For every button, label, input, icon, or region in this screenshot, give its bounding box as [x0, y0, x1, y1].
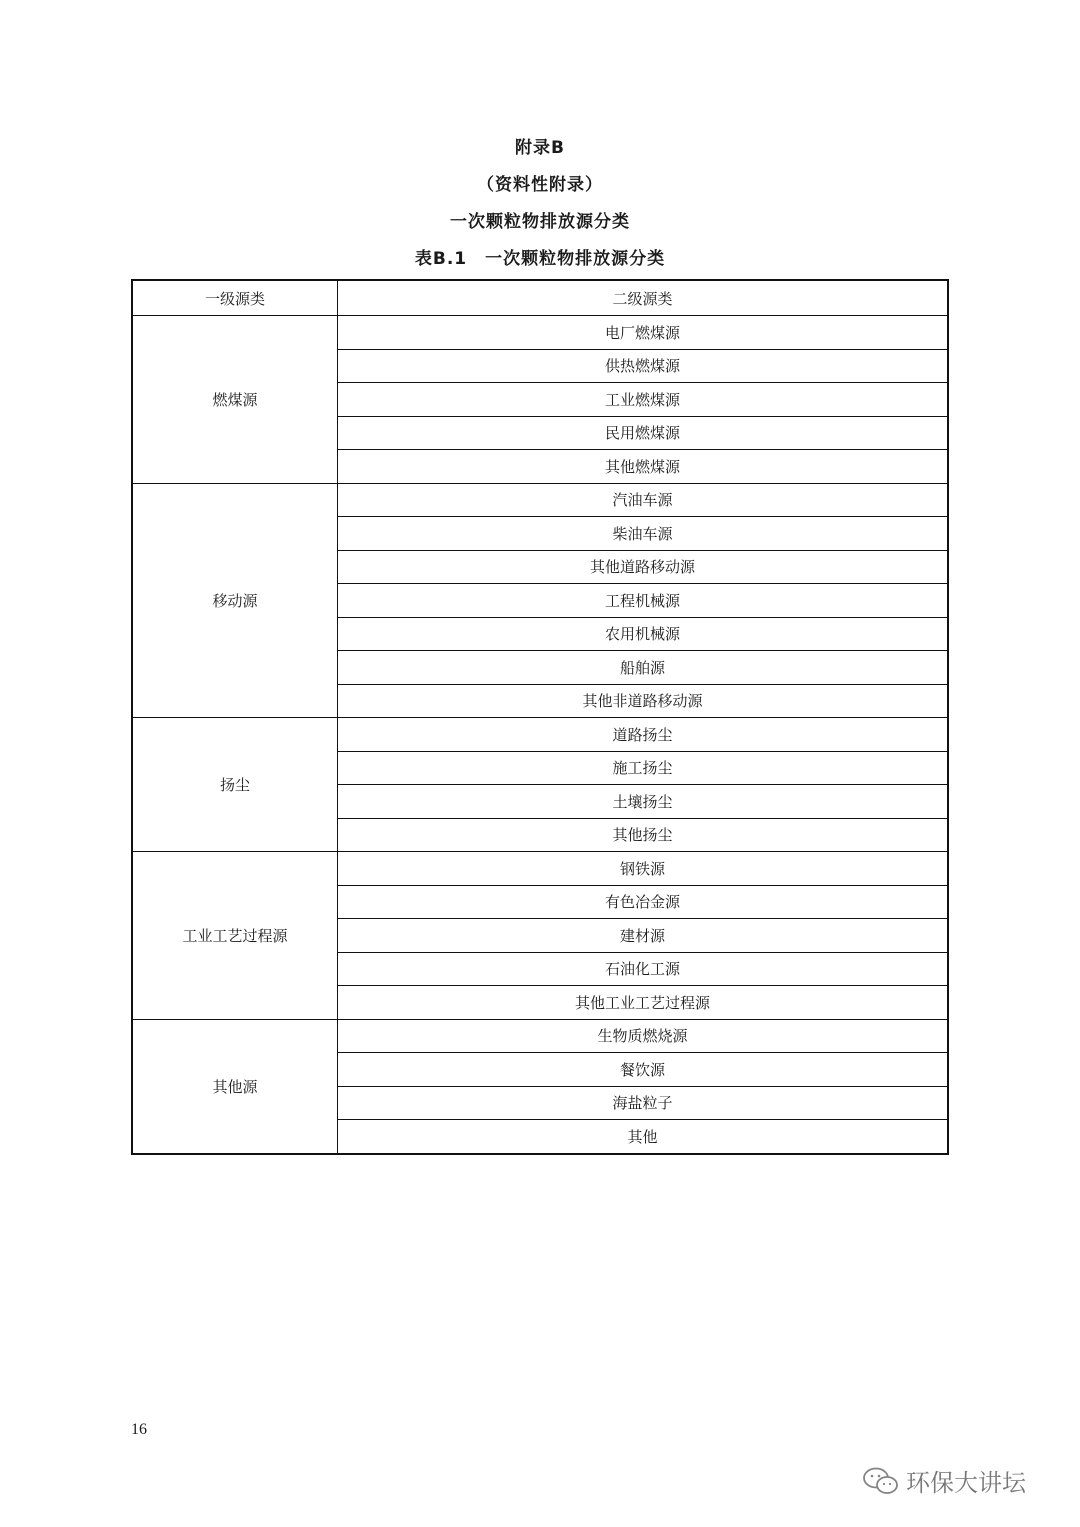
header-secondary: 二级源类 [338, 280, 949, 316]
secondary-source-cell: 民用燃煤源 [338, 416, 949, 450]
secondary-source-cell: 其他非道路移动源 [338, 684, 949, 718]
table-row [132, 483, 948, 517]
source-classification-table [131, 279, 949, 1155]
section-title: 一次颗粒物排放源分类 [450, 212, 630, 232]
primary-source-cell: 扬尘 [132, 718, 338, 852]
secondary-source-cell: 道路扬尘 [338, 718, 949, 752]
table-header-row [132, 280, 948, 316]
table-row [132, 718, 948, 752]
wechat-icon [862, 1466, 900, 1496]
secondary-source-cell: 其他扬尘 [338, 818, 949, 852]
secondary-source-cell: 海盐粒子 [338, 1086, 949, 1120]
appendix-title: 附录B [515, 138, 565, 158]
secondary-source-cell: 供热燃煤源 [338, 349, 949, 383]
primary-source-cell: 燃煤源 [132, 316, 338, 484]
appendix-type: （资料性附录） [477, 175, 603, 195]
secondary-source-cell: 工业燃煤源 [338, 383, 949, 417]
page-number: 16 [131, 1421, 147, 1438]
secondary-source-cell: 其他 [338, 1120, 949, 1154]
secondary-source-cell: 其他道路移动源 [338, 550, 949, 584]
header-primary: 一级源类 [132, 280, 338, 316]
secondary-source-cell: 石油化工源 [338, 952, 949, 986]
watermark [862, 1463, 1026, 1498]
table-row [132, 852, 948, 886]
watermark-text: 环保大讲坛 [906, 1469, 1026, 1497]
secondary-source-cell: 电厂燃煤源 [338, 316, 949, 350]
secondary-source-cell: 汽油车源 [338, 483, 949, 517]
secondary-source-cell: 有色冶金源 [338, 885, 949, 919]
primary-source-cell: 移动源 [132, 483, 338, 718]
primary-source-cell: 其他源 [132, 1019, 338, 1154]
secondary-source-cell: 钢铁源 [338, 852, 949, 886]
primary-source-cell: 工业工艺过程源 [132, 852, 338, 1020]
secondary-source-cell: 施工扬尘 [338, 751, 949, 785]
table-caption: 表B.1 一次颗粒物排放源分类 [414, 249, 666, 269]
secondary-source-cell: 生物质燃烧源 [338, 1019, 949, 1053]
secondary-source-cell: 土壤扬尘 [338, 785, 949, 819]
secondary-source-cell: 农用机械源 [338, 617, 949, 651]
table-row [132, 316, 948, 350]
secondary-source-cell: 其他工业工艺过程源 [338, 986, 949, 1020]
secondary-source-cell: 餐饮源 [338, 1053, 949, 1087]
secondary-source-cell: 工程机械源 [338, 584, 949, 618]
secondary-source-cell: 其他燃煤源 [338, 450, 949, 484]
table-row [132, 1019, 948, 1053]
secondary-source-cell: 柴油车源 [338, 517, 949, 551]
secondary-source-cell: 船舶源 [338, 651, 949, 685]
secondary-source-cell: 建材源 [338, 919, 949, 953]
